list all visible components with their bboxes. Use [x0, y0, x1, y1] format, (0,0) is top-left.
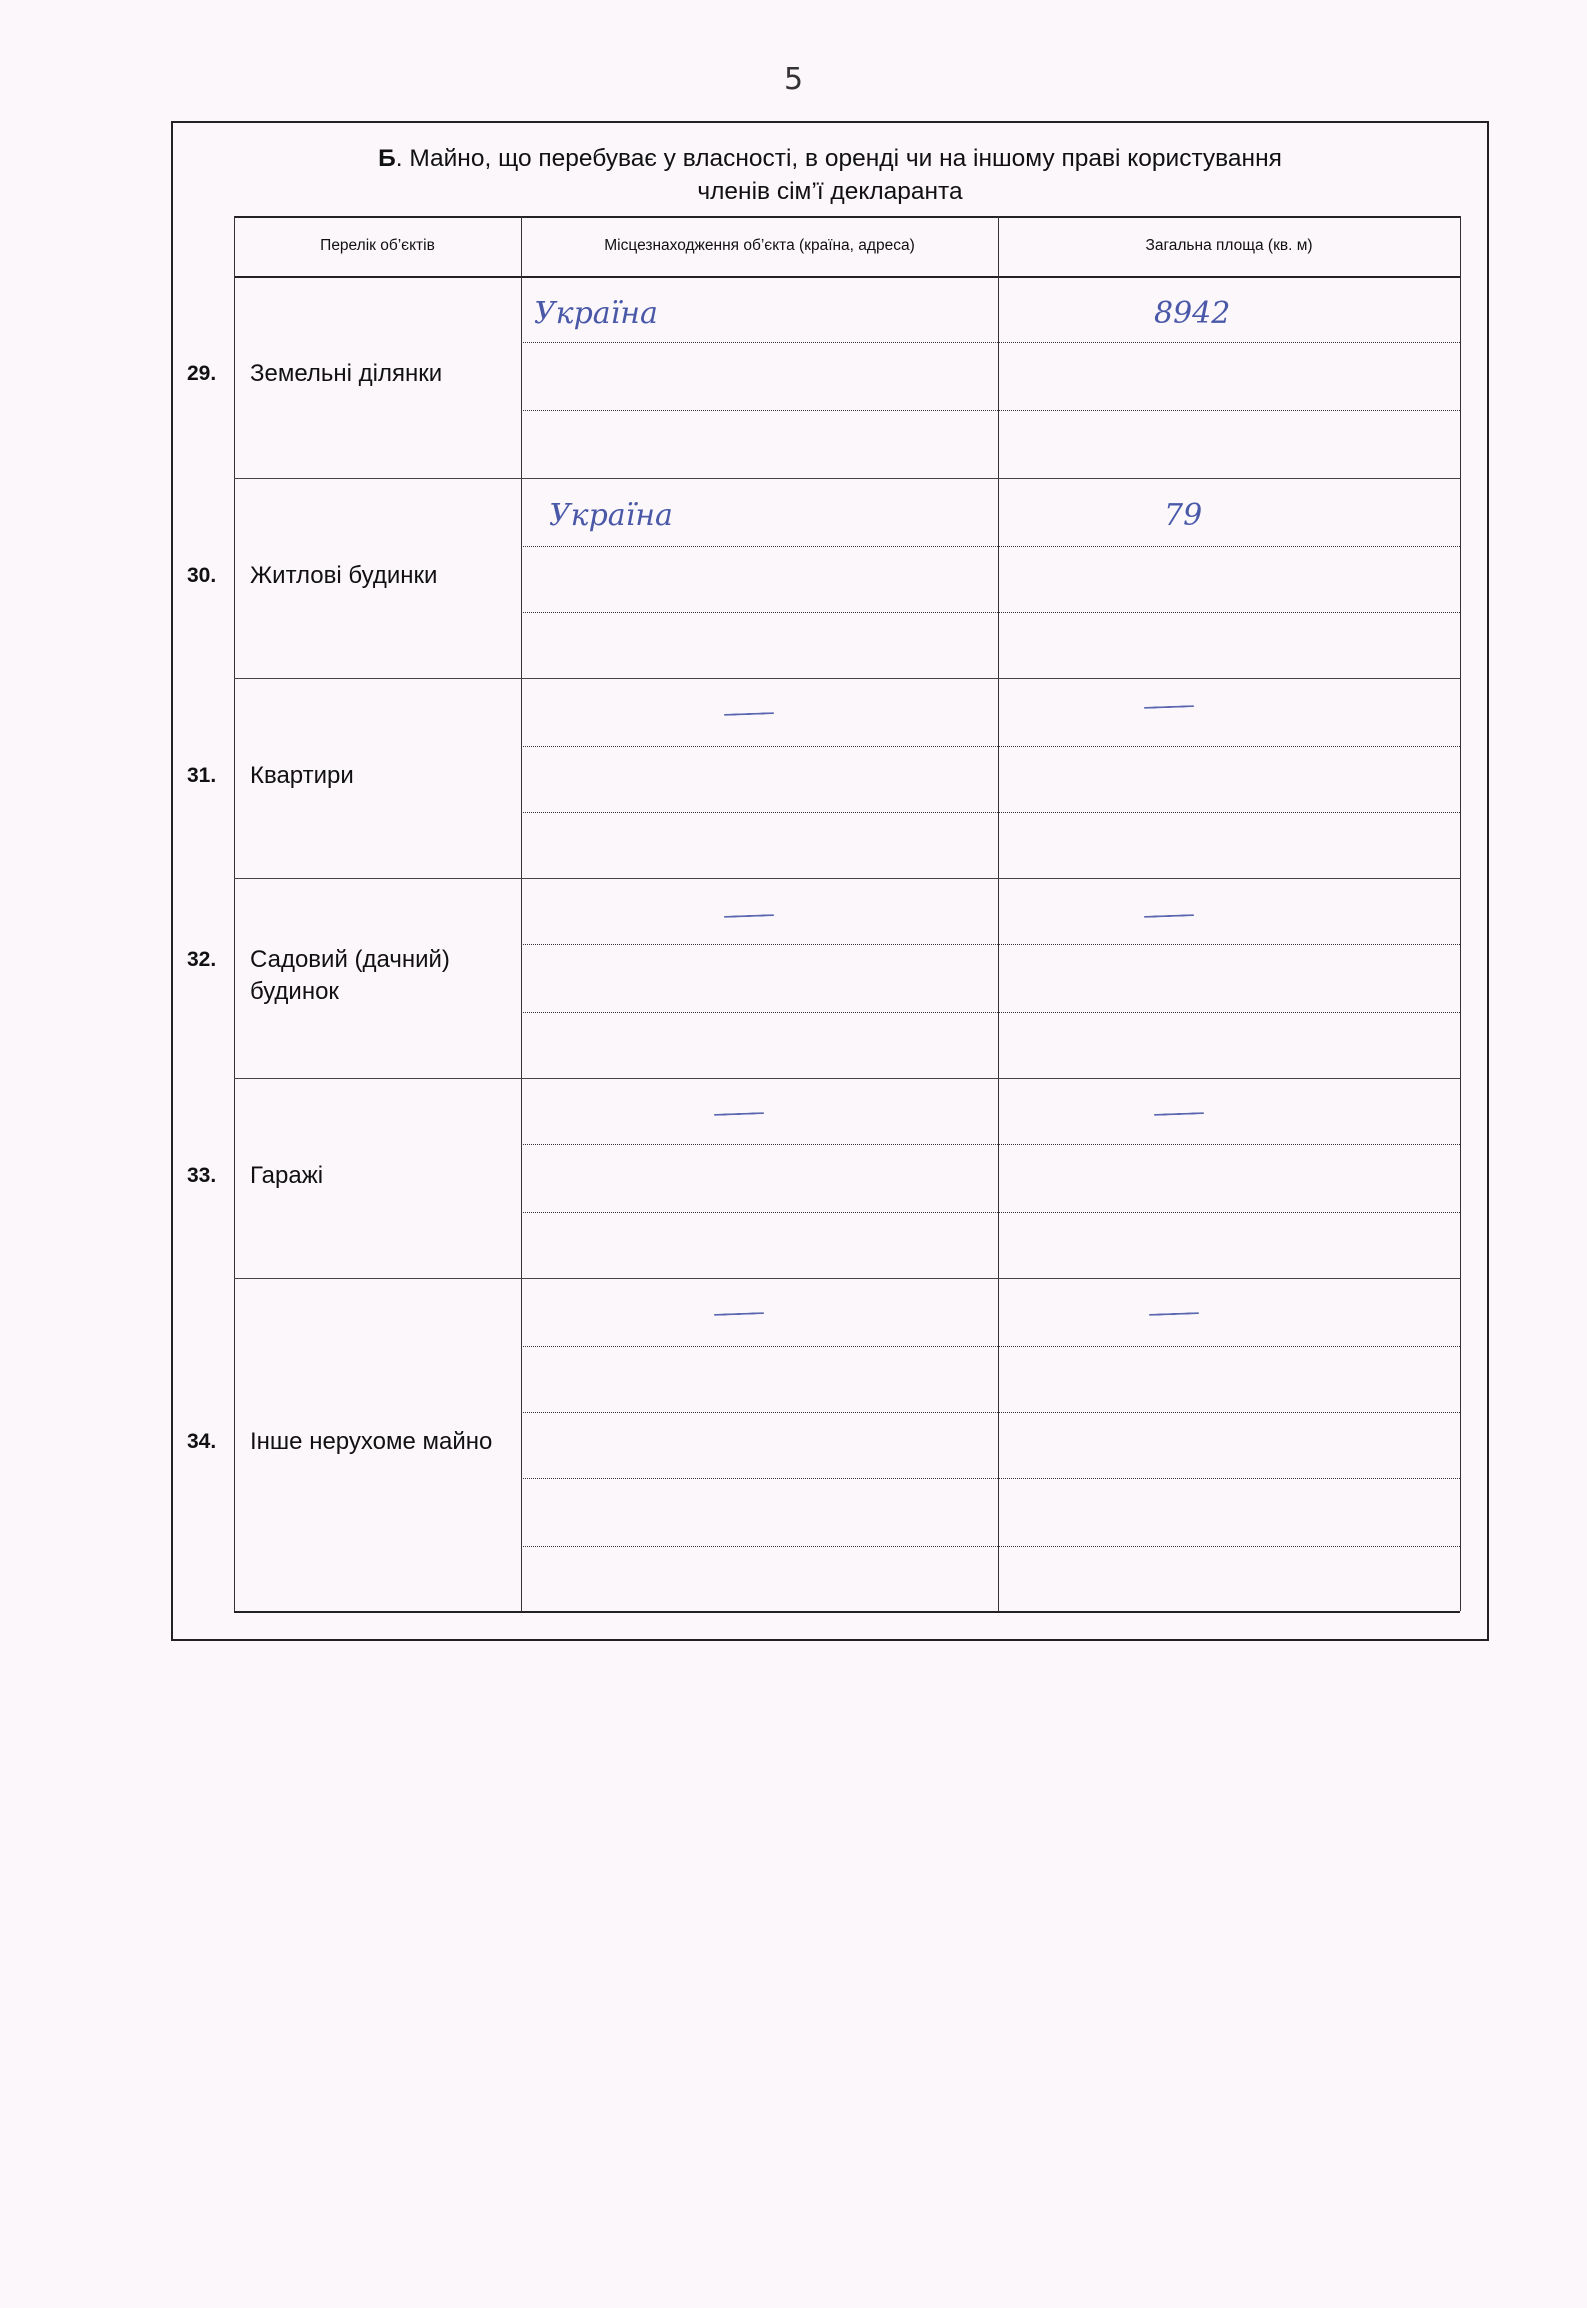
blank-dash — [724, 712, 774, 716]
entry-line — [521, 1346, 1460, 1347]
entry-line — [521, 1478, 1460, 1479]
header-bottom-border — [234, 276, 1460, 278]
row-number: 31. — [187, 764, 217, 787]
entry-line — [521, 944, 1460, 945]
entry-line — [521, 812, 1460, 813]
row-separator — [234, 1278, 1460, 1279]
entry-line — [521, 1012, 1460, 1013]
blank-dash — [714, 1112, 764, 1116]
column-header-location: Місцезнаходження об’єкта (країна, адреса) — [604, 237, 915, 254]
entry-line — [521, 546, 1460, 547]
row-number: 29. — [187, 362, 217, 385]
table-right-border — [1460, 216, 1461, 1611]
row-number: 30. — [187, 564, 217, 587]
row-separator — [234, 678, 1460, 679]
section-letter: Б — [378, 145, 396, 172]
blank-dash — [1149, 1312, 1199, 1316]
entry-line — [521, 1546, 1460, 1547]
blank-dash — [1154, 1112, 1204, 1116]
column-header-objects: Перелік об’єктів — [320, 237, 435, 254]
section-heading — [171, 142, 1489, 208]
row-label-apartments: Квартири — [250, 762, 354, 789]
page-number: 5 — [783, 62, 804, 97]
row-label-land: Земельні ділянки — [250, 360, 443, 387]
row-label-garden-house: Садовий (дачний) будинок — [250, 946, 450, 1005]
row-label-other-real-estate: Інше нерухоме майно — [250, 1428, 493, 1455]
handwritten-area: 8942 — [1154, 296, 1231, 331]
heading-line-1: . Майно, що перебуває у власності, в оренді чи на іншому праві користування — [395, 145, 1282, 172]
entry-line — [521, 612, 1460, 613]
entry-line — [521, 1212, 1460, 1213]
handwritten-country: Україна — [534, 296, 658, 331]
entry-line — [521, 746, 1460, 747]
entry-line — [521, 342, 1460, 343]
blank-dash — [724, 914, 774, 918]
handwritten-country: Україна — [549, 498, 673, 533]
entry-line — [521, 410, 1460, 411]
column-divider-1 — [521, 216, 522, 1611]
table-bottom-border — [234, 1611, 1460, 1613]
entry-line — [521, 1412, 1460, 1413]
row-separator — [234, 478, 1460, 479]
row-number: 34. — [187, 1430, 217, 1453]
blank-dash — [1144, 705, 1194, 709]
heading-line-2: членів сім’ї декларанта — [697, 178, 963, 205]
row-number: 33. — [187, 1164, 217, 1187]
property-table — [187, 216, 1460, 1616]
blank-dash — [714, 1312, 764, 1316]
row-label-houses: Житлові будинки — [250, 562, 438, 589]
row-separator — [234, 1078, 1460, 1079]
row-label-garages: Гаражі — [250, 1162, 324, 1189]
row-number: 32. — [187, 948, 217, 971]
column-header-area: Загальна площа (кв. м) — [1145, 237, 1313, 254]
entry-line — [521, 1144, 1460, 1145]
column-divider-2 — [998, 216, 999, 1611]
table-left-border — [234, 216, 235, 1611]
row-separator — [234, 878, 1460, 879]
handwritten-area: 79 — [1164, 498, 1203, 533]
blank-dash — [1144, 914, 1194, 918]
